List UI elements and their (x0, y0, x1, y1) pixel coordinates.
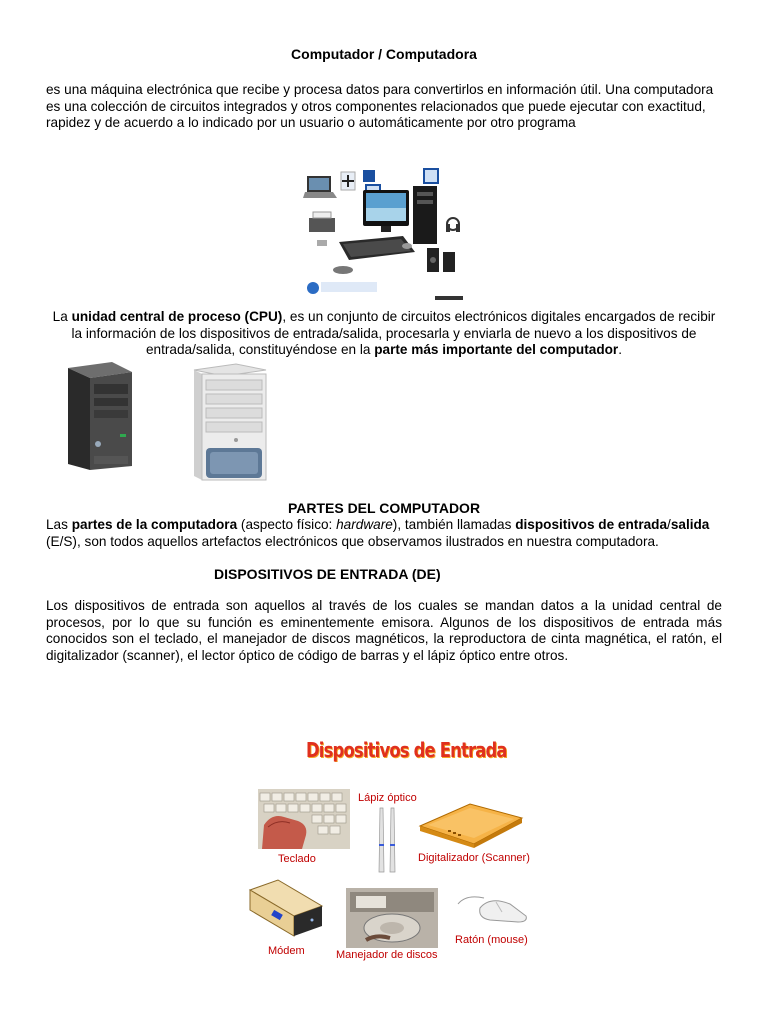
scanner-image (418, 798, 524, 848)
light-pen-image (372, 806, 402, 878)
black-tower-image (66, 360, 134, 472)
scanner-label: Digitalizador (Scanner) (418, 852, 530, 864)
disk-drive-label: Manejador de discos (336, 949, 438, 961)
mouse-label: Ratón (mouse) (455, 934, 528, 946)
input-devices-paragraph: Los dispositivos de entrada son aquellos al través de los cuales se mandan datos a la unidad central de procesos, por lo que su función es eminentemente emisora. Algunos de los dispositivos de entrada más conocidos son el teclado, el manejador de discos magnéticos, la reproductora de cinta magnética, el ratón, el digitalizador (scanner), el lector óptico de código de barras y el lápiz óptico entre otros. (46, 598, 722, 663)
parts-term: partes de la computadora (71, 517, 238, 532)
light-pen-label: Lápiz óptico (358, 792, 417, 804)
intro-paragraph: es una máquina electrónica que recibe y procesa datos para convertirlos en información útil. Una computadora es una colección de circuitos integrados y otros componentes relacionados que puede ejecutar con exactitud, rapidez y de acuerdo a lo indicado por un usuario o automáticamente por otro programa (46, 82, 714, 130)
mouse-image (456, 890, 530, 924)
cpu-term: unidad central de proceso (CPU) (71, 309, 283, 324)
cpu-importance: parte más importante del computador (374, 342, 619, 357)
modem-image (246, 878, 324, 938)
keyboard-image (258, 789, 350, 849)
parts-paragraph: Las partes de la computadora (aspecto físico: hardware), también llamadas dispositivos de entrada/salida (E/S), son todos aquellos artefactos electrónicos que observamos ilustrados en nuestra computadora. (46, 517, 710, 549)
parts-heading: PARTES DEL COMPUTADOR (287, 500, 481, 516)
figure-title: Dispositivos de Entrada (306, 738, 507, 762)
white-tower-image (190, 360, 270, 482)
hardware-term: hardware (336, 517, 393, 532)
keyboard-label: Teclado (278, 853, 316, 865)
input-devices-heading: DISPOSITIVOS DE ENTRADA (DE) (214, 566, 441, 582)
cpu-paragraph: La unidad central de proceso (CPU), es un conjunto de circuitos electrónicos digitales encargados de recibir la información de los dispositivos de entrada/salida, procesarla y enviarla de nuevo a los dispositivos de entrada/salida, constituyéndose en la parte más importante del computador. (52, 309, 716, 357)
disk-drive-image (346, 888, 438, 948)
computer-collage-image (303, 168, 467, 304)
page-title: Computador / Computadora (291, 46, 477, 62)
modem-label: Módem (268, 945, 305, 957)
